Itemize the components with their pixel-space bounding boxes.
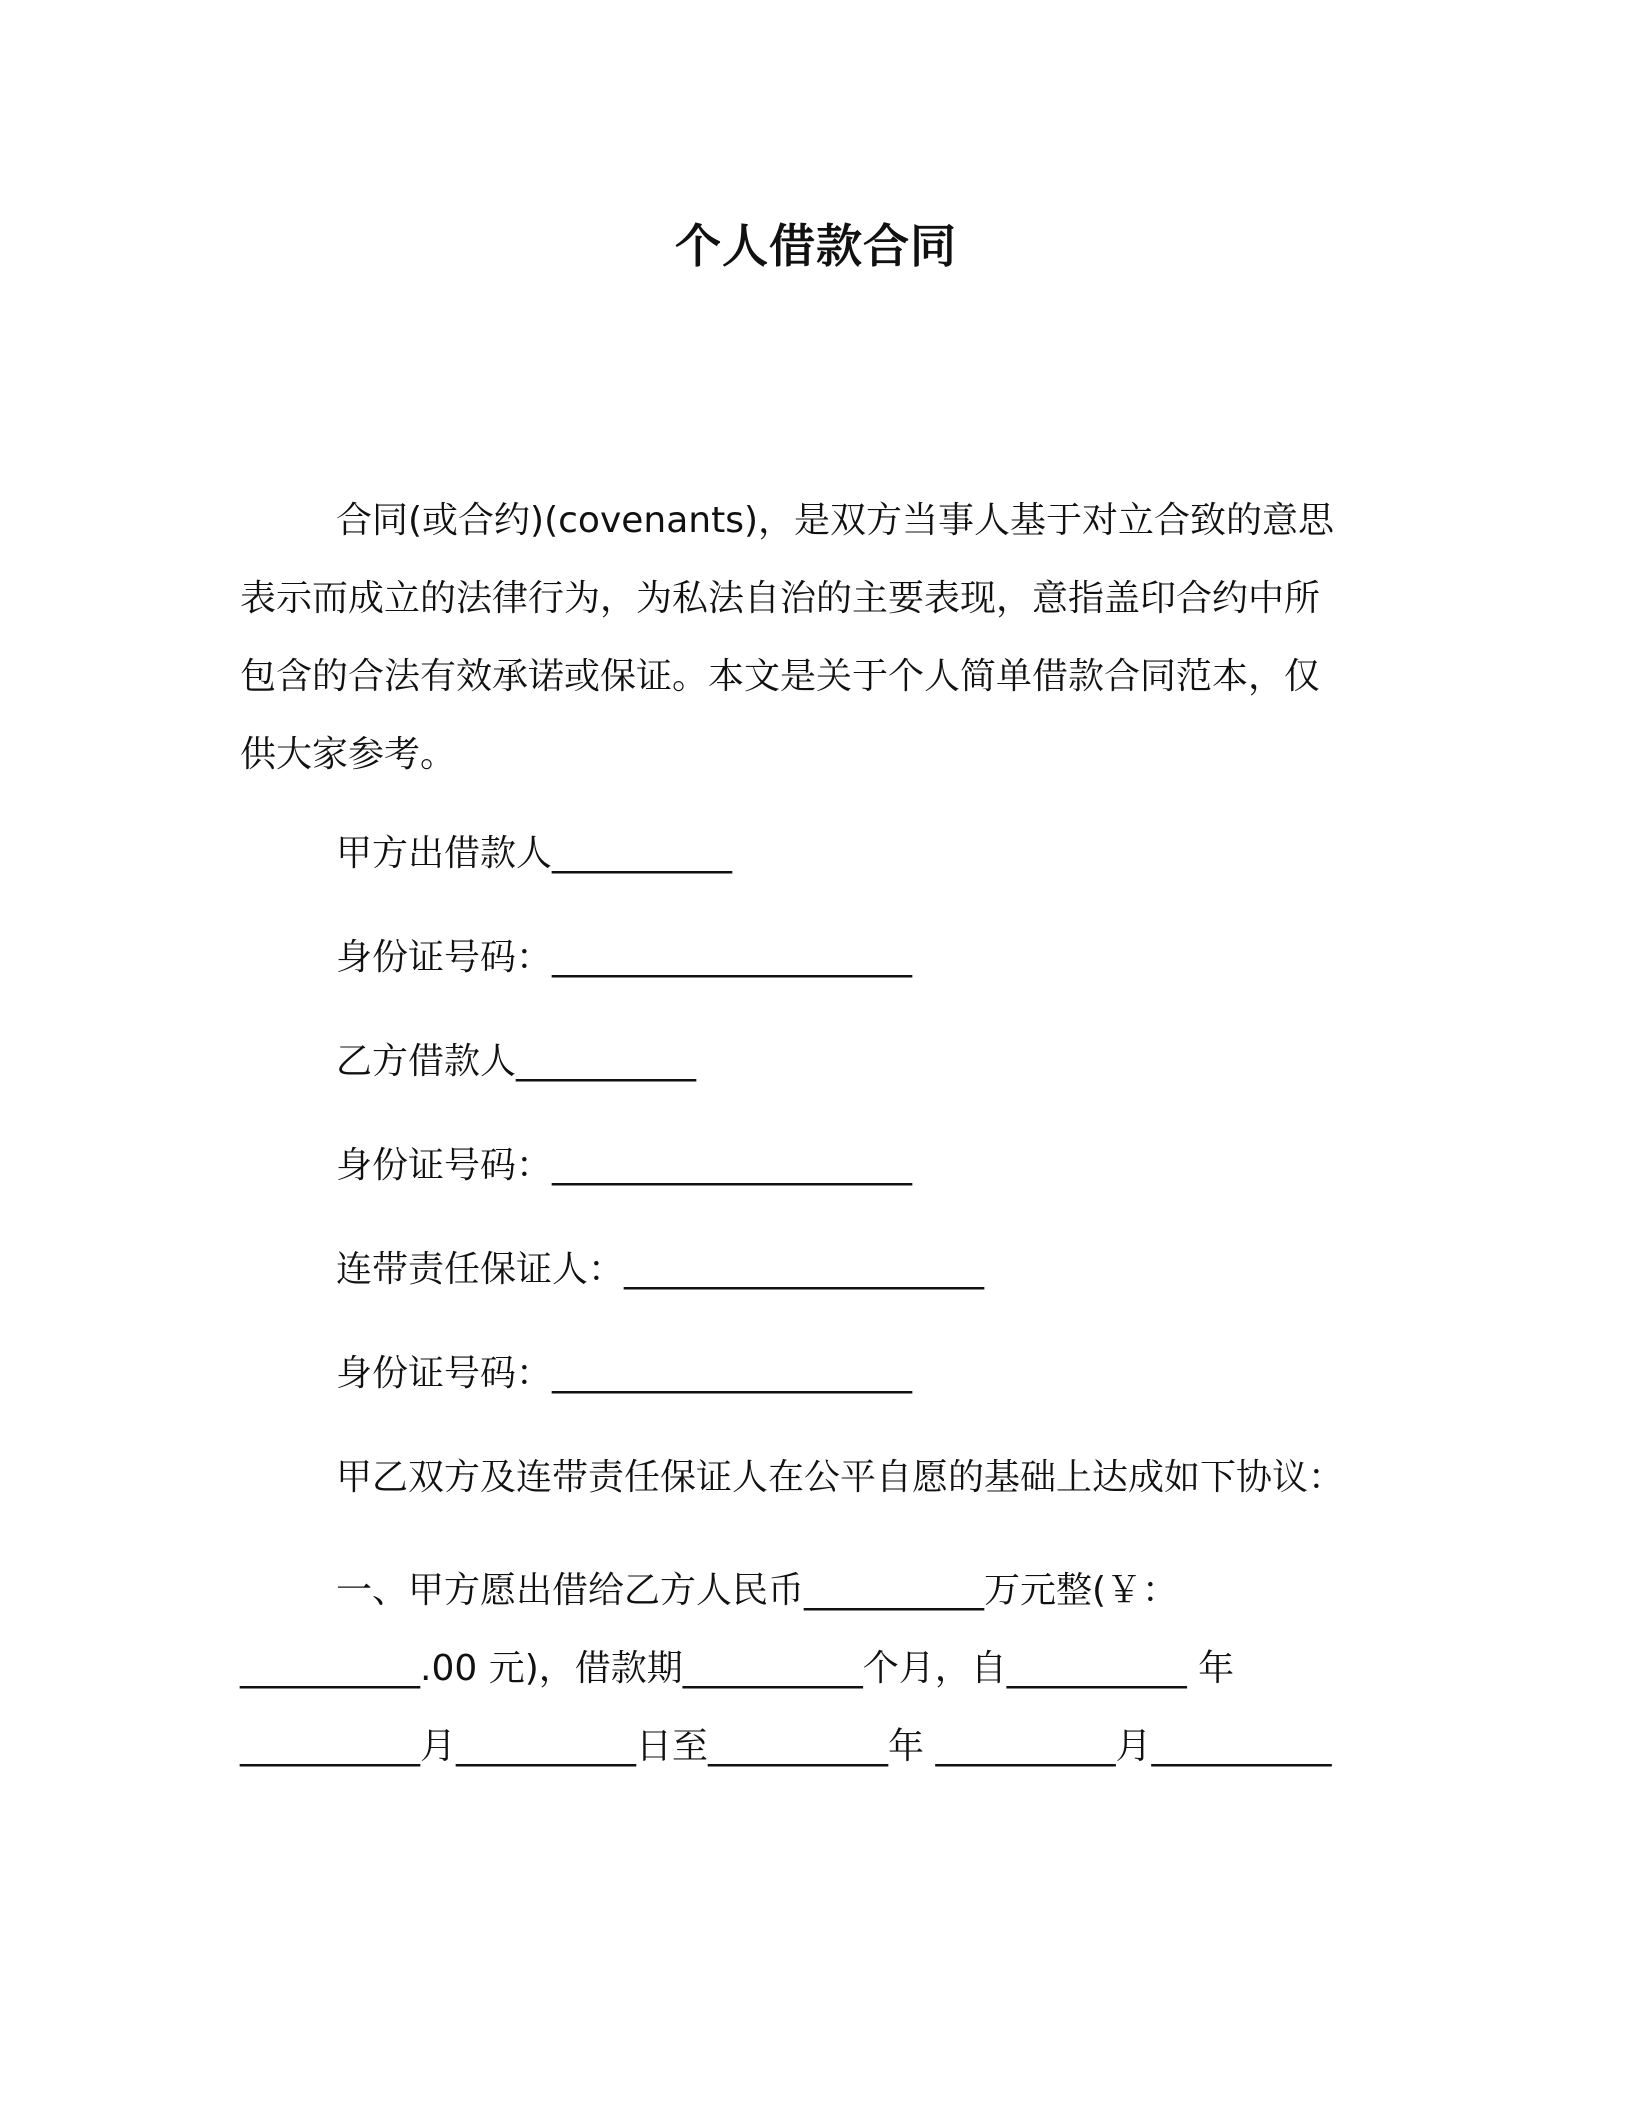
- guarantor-field: 连带责任保证人：____________________: [336, 1249, 985, 1290]
- lender-field: 甲方出借款人__________: [336, 833, 733, 874]
- guarantor-id-field: 身份证号码：____________________: [336, 1353, 913, 1394]
- borrower-id-field: 身份证号码：____________________: [336, 1145, 913, 1186]
- lender-id-field: 身份证号码：____________________: [336, 937, 913, 978]
- clause-one-line-3: __________月__________日至__________年 __________月__________: [240, 1726, 1332, 1767]
- intro-paragraph: [240, 482, 1370, 794]
- document-title: 个人借款合同: [675, 219, 957, 273]
- clause-one: [240, 1552, 1331, 1786]
- intro-line-1: 合同(或合约)(covenants)，是双方当事人基于对立合致的意思: [336, 500, 1335, 541]
- borrower-field: 乙方借款人__________: [336, 1041, 697, 1082]
- intro-line-3: 包含的合法有效承诺或保证。本文是关于个人简单借款合同范本，仅: [240, 656, 1321, 697]
- intro-line-2: 表示而成立的法律行为，为私法自治的主要表现，意指盖印合约中所: [240, 578, 1321, 619]
- clause-one-line-2: __________.00 元)，借款期__________个月，自__________ 年: [240, 1648, 1235, 1689]
- intro-line-4: 供大家参考。: [240, 734, 457, 775]
- clause-one-line-1: 一、甲方愿出借给乙方人民币__________万元整(￥：: [336, 1570, 1179, 1611]
- agreement-statement: 甲乙双方及连带责任保证人在公平自愿的基础上达成如下协议：: [336, 1457, 1345, 1498]
